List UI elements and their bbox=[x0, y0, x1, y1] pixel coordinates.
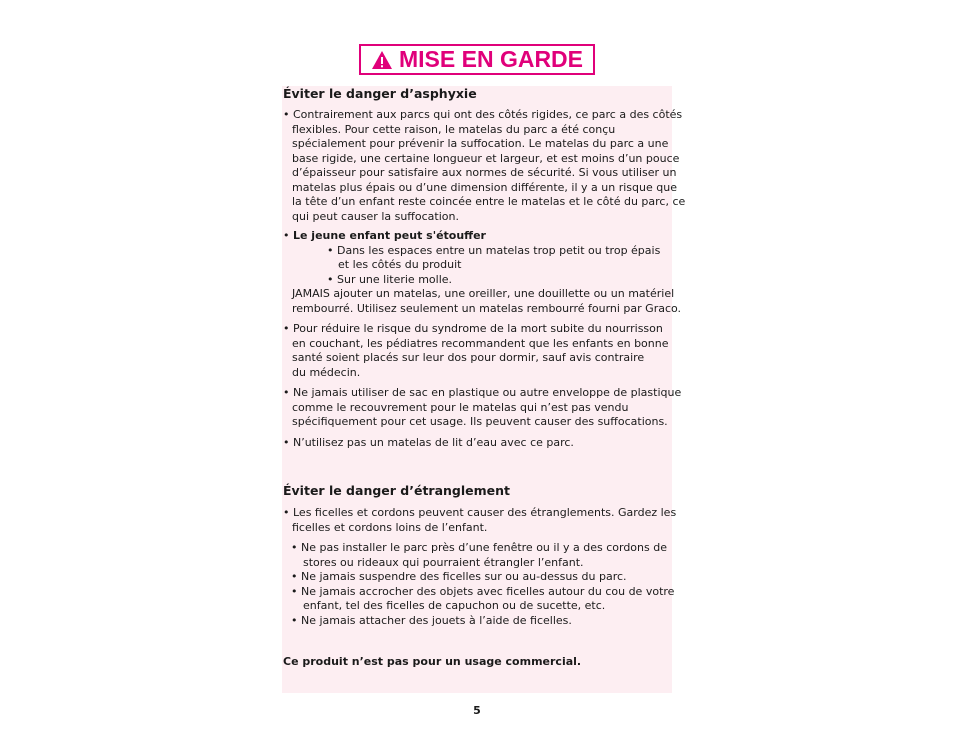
text-line: la tête d’un enfant reste coincée entre le matelas et le côté du parc, ce bbox=[292, 195, 686, 208]
text-line: et les côtés du produit bbox=[338, 258, 462, 271]
text-line: • Ne jamais accrocher des objets avec ficelles autour du cou de votre bbox=[291, 584, 675, 598]
text-line: base rigide, une certaine longueur et largeur, et est moins d’un pouce bbox=[292, 151, 680, 165]
text-line: qui peut causer la suffocation. bbox=[292, 209, 459, 223]
text-line: • Ne jamais utiliser de sac en plastique ou autre enveloppe de plastique bbox=[283, 386, 682, 399]
text-line: • Ne pas installer le parc près d’une fenêtre ou il y a des cordons de bbox=[291, 541, 667, 554]
commercial-use-note: Ce produit n’est pas pour un usage commercial. bbox=[283, 655, 582, 668]
text-line: santé soient placés sur leur dos pour dormir, sauf avis contraire bbox=[292, 351, 645, 364]
text-line: JAMAIS ajouter un matelas, une oreiller, une douillette ou un matériel bbox=[292, 287, 675, 300]
warning-header bbox=[359, 44, 595, 75]
warning-title: MISE EN GARDE bbox=[398, 46, 584, 72]
text-line: • Ne jamais suspendre des ficelles sur ou au-dessus du parc. bbox=[291, 570, 627, 583]
asphyxia-bullet-1 bbox=[283, 108, 685, 224]
asphyxia-bullet-3 bbox=[283, 322, 669, 380]
text-line: spécialement pour prévenir la suffocation. Le matelas du parc a une bbox=[292, 137, 669, 150]
text-line: rembourré. Utilisez seulement un matelas rembourré fourni par Graco. bbox=[292, 301, 682, 315]
text-line: stores ou rideaux qui pourraient étrangler l’enfant. bbox=[303, 555, 584, 569]
text-line: enfant, tel des ficelles de capuchon ou de sucette, etc. bbox=[303, 599, 606, 612]
text-line: • Ne jamais attacher des jouets à l’aide de ficelles. bbox=[291, 613, 572, 627]
asphyxia-bullet-4 bbox=[283, 386, 681, 430]
text-line: • Pour réduire le risque du syndrome de la mort subite du nourrisson bbox=[283, 322, 663, 335]
text-line: en couchant, les pédiatres recommandent que les enfants en bonne bbox=[292, 336, 669, 350]
text-line: d’épaisseur pour satisfaire aux normes de sécurité. Si vous utiliser un bbox=[292, 166, 677, 179]
page-number: 5 bbox=[473, 704, 481, 717]
bullet-title: Le jeune enfant peut s'étouffer bbox=[293, 229, 486, 242]
text-line: comme le recouvrement pour le matelas qui n’est pas vendu bbox=[292, 400, 629, 414]
text-line: matelas plus épais ou d’une dimension différente, il y a un risque que bbox=[292, 180, 677, 194]
asphyxia-bullet-2 bbox=[283, 229, 681, 316]
warning-triangle-icon bbox=[371, 50, 393, 70]
text-line: • Dans les espaces entre un matelas trop petit ou trop épais bbox=[327, 243, 661, 257]
text-line bbox=[283, 229, 681, 244]
text-line: • N’utilisez pas un matelas de lit d’eau avec ce parc. bbox=[283, 436, 574, 449]
text-line: flexibles. Pour cette raison, le matelas du parc a été conçu bbox=[292, 122, 616, 136]
strangulation-sub-bullets bbox=[291, 541, 674, 628]
text-line: du médecin. bbox=[292, 365, 361, 379]
asphyxia-bullet-5 bbox=[283, 436, 574, 451]
text-line: spécifiquement pour cet usage. Ils peuvent causer des suffocations. bbox=[292, 415, 668, 428]
bullet-mark: • bbox=[283, 229, 290, 242]
section-heading-strangulation: Éviter le danger d’étranglement bbox=[283, 483, 511, 498]
text-line: • Sur une literie molle. bbox=[327, 272, 453, 286]
text-line: • Contrairement aux parcs qui ont des côtés rigides, ce parc a des côtés bbox=[283, 108, 683, 121]
section-heading-asphyxia: Éviter le danger d’asphyxie bbox=[283, 86, 477, 101]
text-line: ficelles et cordons loins de l’enfant. bbox=[292, 520, 488, 534]
strangulation-bullet-1 bbox=[283, 506, 676, 535]
text-line: • Les ficelles et cordons peuvent causer des étranglements. Gardez les bbox=[283, 506, 677, 519]
